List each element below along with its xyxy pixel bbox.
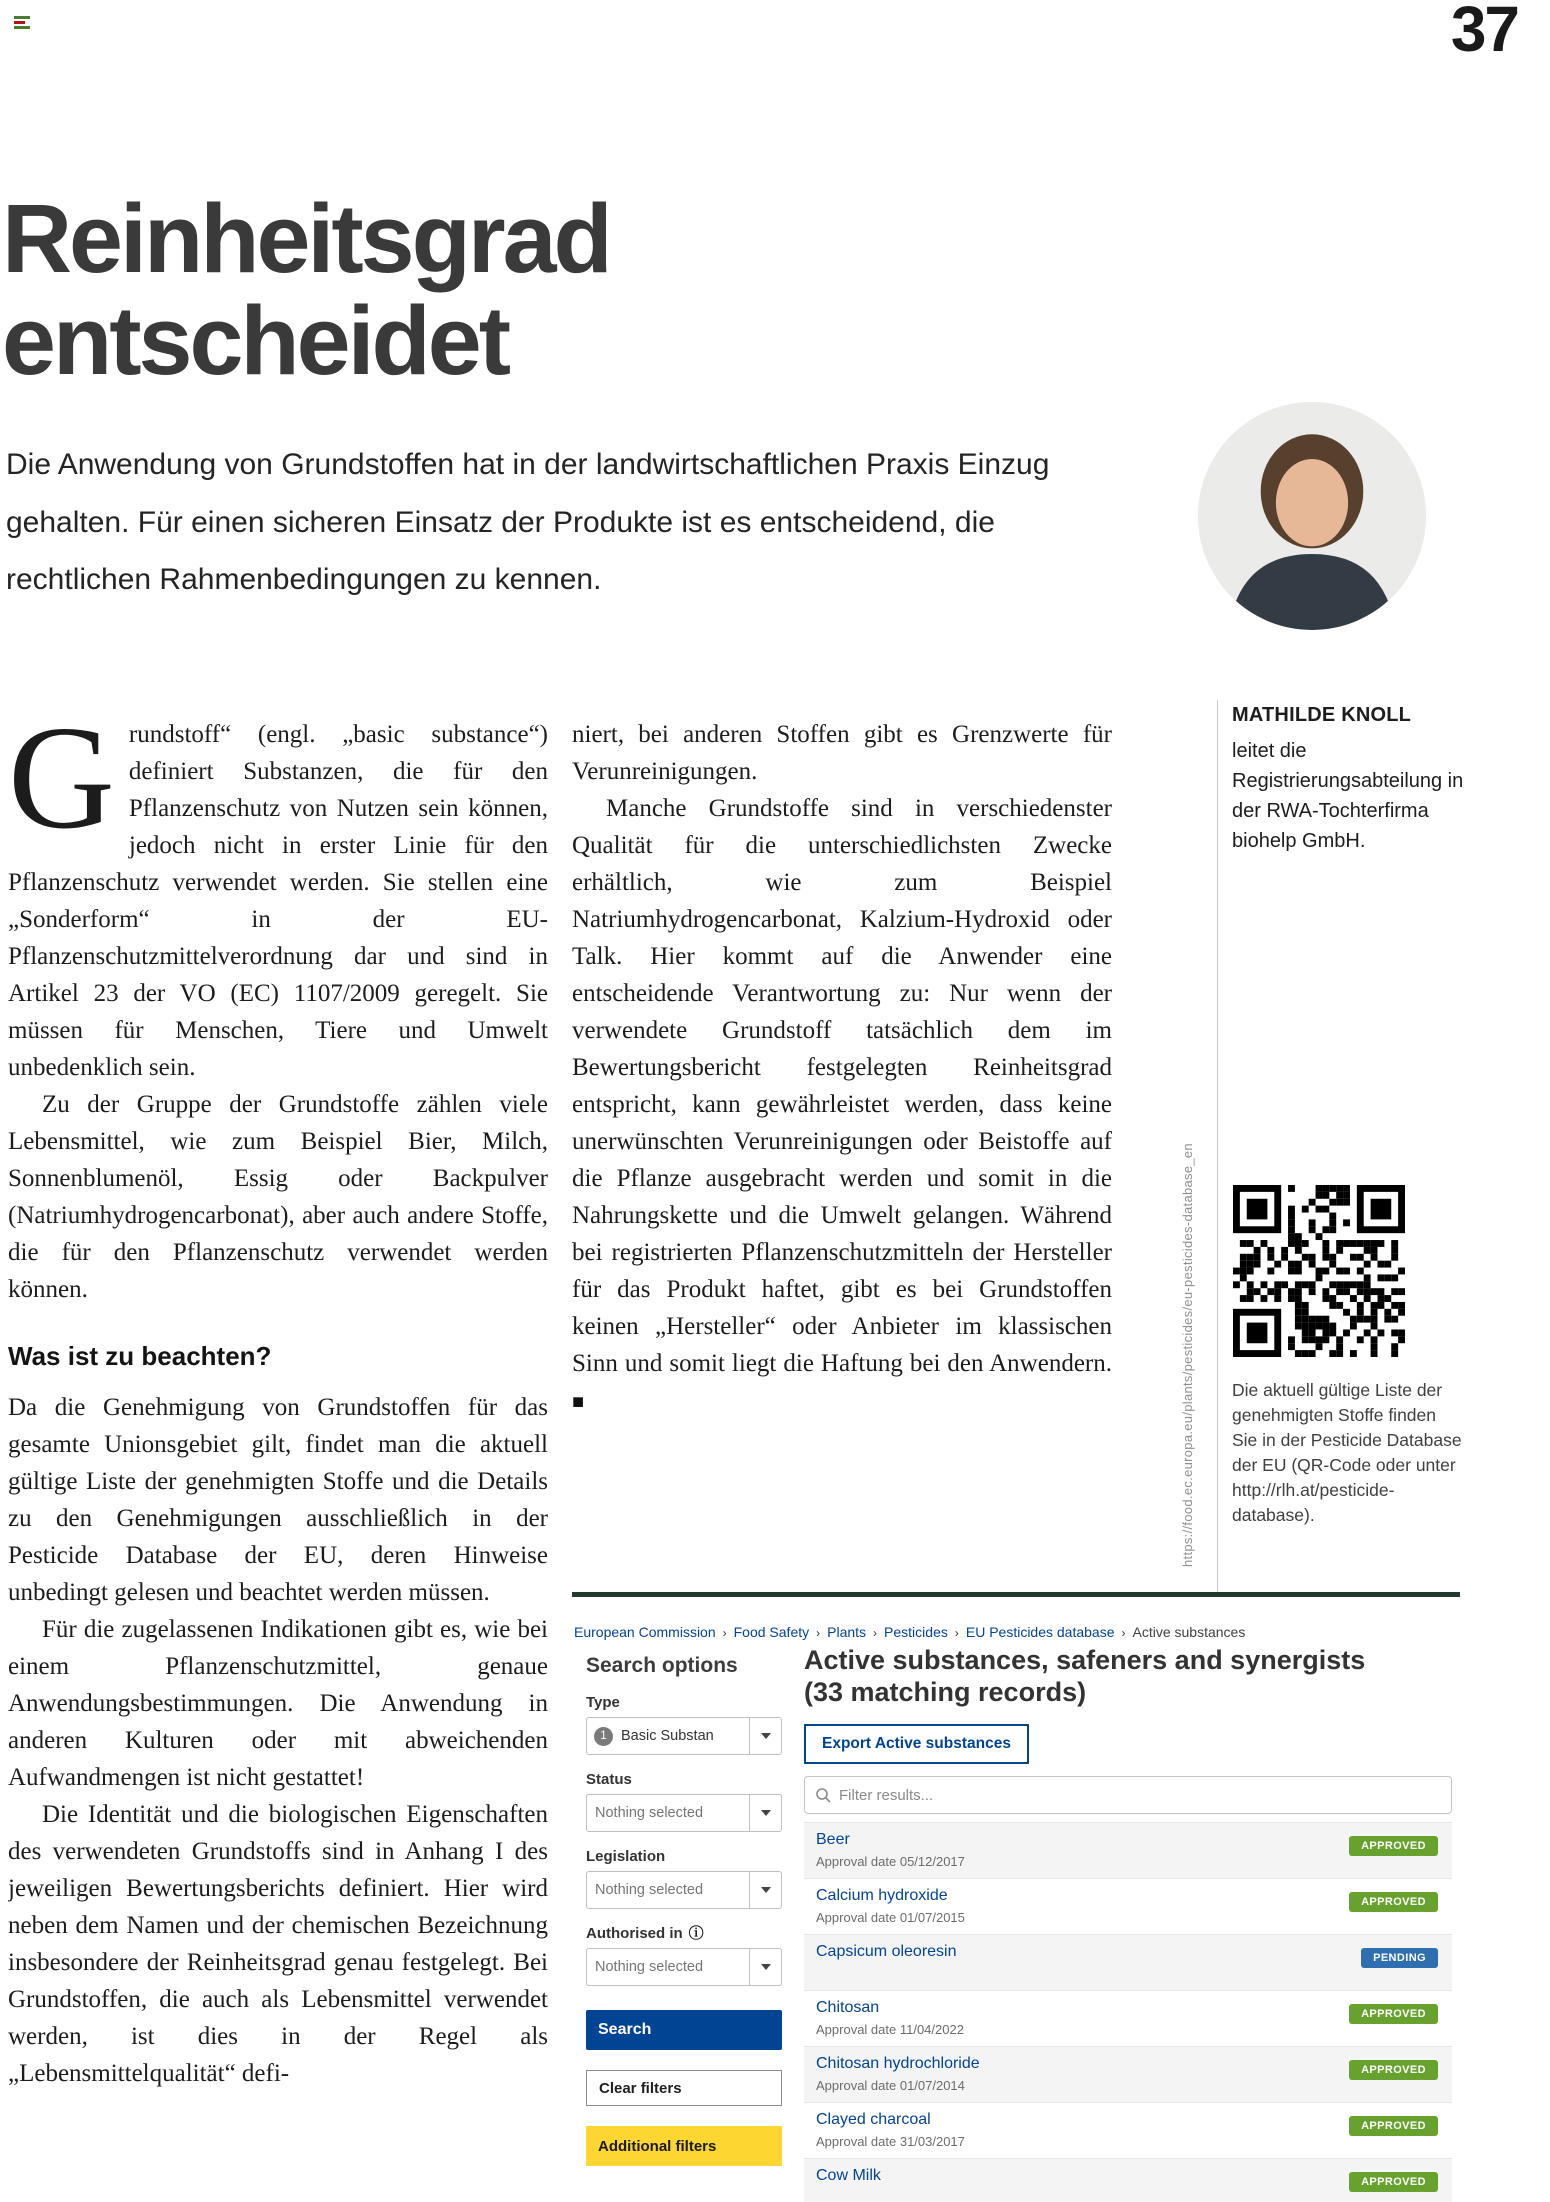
author-photo (1198, 402, 1426, 630)
status-badge: APPROVED (1349, 2004, 1438, 2024)
chevron-down-icon (749, 1949, 781, 1985)
info-icon[interactable]: ⓘ (688, 1925, 704, 1942)
paragraph: Da die Genehmigung von Grundstoffen für das gesamte Unionsgebiet gilt, findet man die aktuell gültige Liste der genehmigten Stoffe und die Details zu den Genehmigungen ausschließlich in der Pesticide Database der EU, deren Hinweise unbedingt gelesen und beachtet werden müssen. (8, 1394, 548, 1606)
chevron-down-icon (749, 1795, 781, 1831)
breadcrumb-link[interactable]: European Commission (574, 1624, 716, 1640)
status-badge: APPROVED (1349, 2060, 1438, 2080)
substance-link[interactable]: Chitosan hydrochloride (816, 2055, 980, 2072)
status-label: Status (586, 1771, 632, 1788)
chevron-down-icon (749, 1872, 781, 1908)
result-row[interactable] (804, 1878, 1452, 1934)
breadcrumb-link[interactable]: EU Pesticides database (965, 1624, 1115, 1640)
status-select[interactable] (586, 1794, 782, 1832)
source-url-vertical: https://food.ec.europa.eu/plants/pesticides/eu-pesticides-database_en (1180, 1143, 1195, 1567)
breadcrumb-separator: › (954, 1626, 959, 1640)
article-headline (2, 184, 610, 395)
approval-date: Approval date 05/12/2017 (816, 1854, 965, 1869)
type-label: Type (586, 1694, 620, 1711)
status-badge: APPROVED (1349, 1892, 1438, 1912)
paragraph: niert, bei anderen Stoffen gibt es Grenzwerte für Verunreinigungen. (572, 721, 1112, 785)
substance-link[interactable]: Calcium hydroxide (816, 1887, 948, 1904)
approval-date: Approval date 01/07/2015 (816, 1910, 965, 1925)
legislation-select[interactable] (586, 1871, 782, 1909)
paragraph: Für die zugelassenen Indikationen gibt es, wie bei einem Pflanzenschutzmittel, genaue Anwendungsbestimmungen. Die Anwendung in anderen Kulturen oder mit abweichenden Aufwandmengen ist nicht gestattet! (8, 1616, 548, 1791)
substance-link[interactable]: Cow Milk (816, 2167, 881, 2184)
result-row[interactable] (804, 2158, 1452, 2202)
results-list (804, 1822, 1452, 2202)
author-caption (1232, 700, 1470, 856)
results-area (804, 1644, 1452, 2202)
breadcrumb-current: Active substances (1132, 1624, 1246, 1640)
publisher-logo (14, 16, 30, 31)
breadcrumb-separator: › (1121, 1626, 1126, 1640)
article-end-mark: ■ (572, 1391, 585, 1413)
paragraph: Manche Grundstoffe sind in verschiedenster Qualität für die unterschiedlichsten Zwecke erhältlich, wie zum Beispiel Natriumhydrogencarbonat, Kalzium-Hydroxid oder Talk. Hier kommt auf die Anwender eine entscheidende Verantwortung zu: Nur wenn der verwendete Grundstoff tatsächlich dem im Bewertungsbericht festgelegten Reinheitsgrad entspricht, kann gewährleistet werden, dass keine unerwünschten Verunreinigungen oder Beistoffe auf die Pflanze ausgebracht werden und somit in die Nahrungskette und die Umwelt gelangen. Während bei registrierten Pflanzenschutzmitteln der Hersteller für das Produkt haftet, gibt es bei Grundstoffen keinen „Hersteller“ oder Anbieter im klassischen Sinn und somit liegt die Haftung bei den Anwendern. ■ (572, 795, 1112, 1413)
sidebar-divider (1217, 700, 1218, 1592)
authorised-in-label: Authorised in ⓘ (586, 1925, 704, 1942)
article-column-2 (572, 716, 1112, 1421)
approval-date: Approval date 31/03/2017 (816, 2134, 965, 2149)
page-number: 37 (1450, 0, 1518, 65)
paragraph: Grundstoff“ (engl. „basic substance“) definiert Substanzen, die für den Pflanzenschutz von Nutzen sein können, jedoch nicht in erster Linie für den Pflanzenschutz verwendet werden. Sie stellen eine „Sonderform“ in der EU- Pflanzenschutzmittelverordnung dar und sind in Artikel 23 der VO (EC) 1107/2009 geregelt. Sie müssen für Menschen, Tiere und Umwelt unbedenklich sein. (8, 716, 548, 1081)
results-count: (33 matching records) (804, 1677, 1087, 1707)
type-select-value: Basic Substan (621, 1728, 714, 1744)
substance-link[interactable]: Beer (816, 1831, 850, 1848)
legislation-select-value: Nothing selected (595, 1882, 704, 1898)
substance-link[interactable]: Chitosan (816, 1999, 880, 2016)
status-badge: APPROVED (1349, 2172, 1438, 2192)
status-badge: APPROVED (1349, 2116, 1438, 2136)
search-button[interactable]: Search (586, 2010, 782, 2050)
export-button[interactable]: Export Active substances (804, 1724, 1029, 1764)
substance-link[interactable]: Capsicum oleoresin (816, 1943, 957, 1960)
selected-count-badge: 1 (594, 1727, 613, 1746)
clear-filters-button[interactable]: Clear filters (586, 2070, 782, 2106)
authorised-in-select[interactable] (586, 1948, 782, 1986)
chevron-down-icon (749, 1718, 781, 1754)
breadcrumb-separator: › (722, 1626, 727, 1640)
filter-results-box (804, 1776, 1452, 1814)
status-select-value: Nothing selected (595, 1805, 704, 1821)
authorised-in-select-value: Nothing selected (595, 1959, 704, 1975)
type-select[interactable] (586, 1717, 782, 1755)
approval-date: Approval date 11/04/2022 (816, 2022, 964, 2037)
portrait-illustration (1198, 402, 1426, 630)
status-badge: APPROVED (1349, 1836, 1438, 1856)
status-badge: PENDING (1361, 1948, 1438, 1968)
legislation-label: Legislation (586, 1848, 666, 1865)
breadcrumb-separator: › (873, 1626, 878, 1640)
qr-code (1233, 1185, 1405, 1357)
article-lead: Die Anwendung von Grundstoffen hat in der landwirtschaftlichen Praxis Einzug gehalten. Für einen sicheren Einsatz der Produkte ist es entscheidend, die rechtlichen Rahmenbedingungen zu kennen. (6, 448, 1050, 597)
author-bio: leitet die Registrierungsabteilung in der RWA-Tochterfirma biohelp GmbH. (1232, 740, 1464, 852)
result-row[interactable] (804, 2046, 1452, 2102)
result-row[interactable] (804, 1934, 1452, 1990)
result-row[interactable] (804, 1822, 1452, 1878)
result-row[interactable] (804, 1990, 1452, 2046)
breadcrumb-link[interactable]: Plants (827, 1624, 867, 1640)
breadcrumb (574, 1624, 1245, 1640)
filter-results-input[interactable] (839, 1787, 1441, 1804)
headline-line-1: Reinheitsgrad (2, 184, 610, 293)
article-column-1 (8, 716, 548, 2202)
search-options-title: Search options (586, 1654, 738, 1677)
paragraph: Zu der Gruppe der Grundstoffe zählen viele Lebensmittel, wie zum Beispiel Bier, Milch, Sonnenblumenöl, Essig oder Backpulver (Natriumhydrogencarbonat), aber auch andere Stoffe, die für den Pflanzenschutz verwendet werden können. (8, 1091, 548, 1303)
result-row[interactable] (804, 2102, 1452, 2158)
breadcrumb-link[interactable]: Pesticides (884, 1624, 948, 1640)
search-icon (815, 1787, 831, 1803)
drop-cap: G (8, 716, 115, 860)
results-title: Active substances, safeners and synergists (804, 1645, 1366, 1675)
paragraph: Die Identität und die biologischen Eigenschaften des verwendeten Grundstoffs sind in Anhang I des jeweiligen Bewertungsberichts definiert. Hier wird neben dem Namen und der chemischen Bezeichnung insbesondere der Reinheitsgrad genau festgelegt. Bei Grundstoffen, die auch als Lebensmittel verwendet werden, ist dies in der Regel als „Lebensmittelqualität“ defi- (8, 1801, 548, 2087)
eu-pesticides-database-screenshot (572, 1618, 1460, 2202)
breadcrumb-separator: › (816, 1626, 821, 1640)
section-divider-rule (572, 1592, 1460, 1597)
breadcrumb-link[interactable]: Food Safety (733, 1624, 810, 1640)
qr-caption: Die aktuell gültige Liste der genehmigten Stoffe finden Sie in der Pesticide Database der EU (QR-Code oder unter http://rlh.at/pesticide-database). (1232, 1380, 1462, 1525)
headline-line-2: entscheidet (2, 285, 509, 395)
author-name: MATHILDE KNOLL (1232, 704, 1412, 726)
section-heading: Was ist zu beachten? (8, 1341, 272, 1371)
substance-link[interactable]: Clayed charcoal (816, 2111, 931, 2128)
additional-filters-button[interactable]: Additional filters (586, 2126, 782, 2166)
search-options-panel (586, 1654, 782, 2166)
approval-date: Approval date 01/07/2014 (816, 2078, 965, 2093)
